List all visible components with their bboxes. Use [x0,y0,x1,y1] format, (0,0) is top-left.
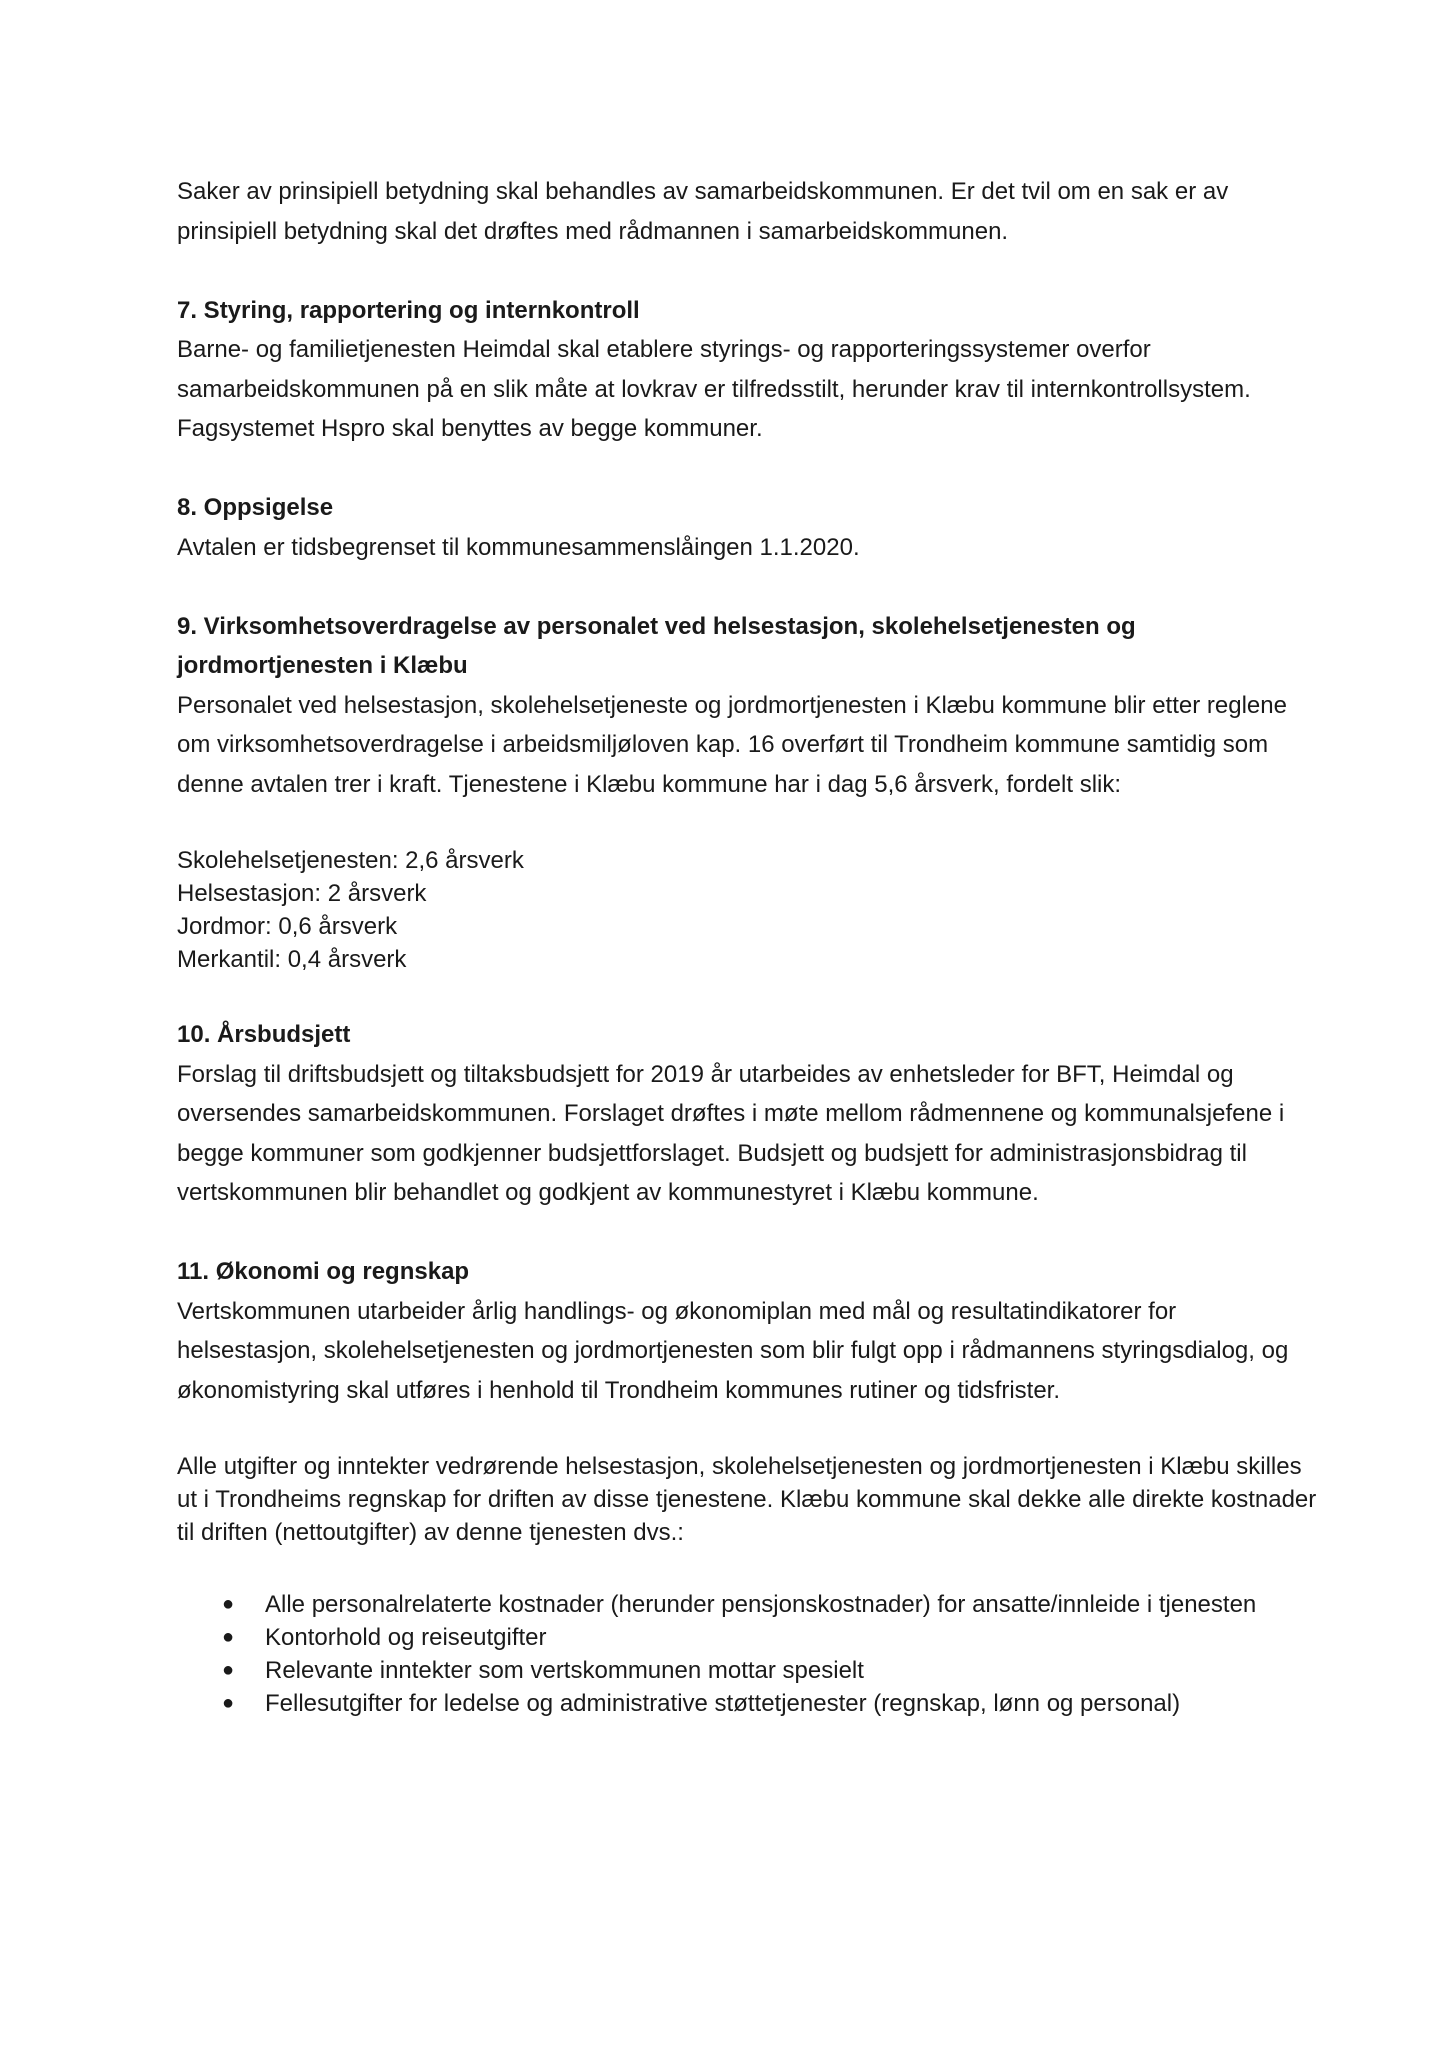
bullet-text: Alle personalrelaterte kostnader (herunder pensjonskostnader) for ansatte/innleide i tjenesten [265,1591,1257,1618]
list-item: Merkantil: 0,4 årsverk [177,945,407,973]
bullet-item [177,1687,1317,1720]
bullet-text: Fellesutgifter for ledelse og administrative støttetjenester (regnskap, lønn og personal) [265,1690,1181,1717]
section-8-text: Avtalen er tidsbegrenset til kommunesammenslåingen 1.1.2020. [177,533,860,561]
bullet-icon: ● [222,1626,235,1648]
section-9-text: Personalet ved helsestasjon, skolehelsetjeneste og jordmortjenesten i Klæbu kommune blir etter reglene om virksomhetsoverdragelse i arbeidsmiljøloven kap. 16 overført til Trondheim kommune samtidig som denne avtalen trer i kraft. Tjenestene i Klæbu kommune har i dag 5,6 årsverk, fordelt slik: [177,691,1287,798]
bullet-text: Kontorhold og reiseutgifter [265,1624,547,1651]
spacer [177,251,1317,291]
list-item: Skolehelsetjenesten: 2,6 årsverk [177,846,524,874]
document-page [177,172,1317,1720]
bullet-item [177,1588,1317,1621]
spacer [177,1213,1317,1253]
bullet-icon: ● [222,1692,235,1714]
bullet-icon: ● [222,1593,235,1615]
spacer [177,804,1317,844]
list-item: Helsestasjon: 2 årsverk [177,879,427,907]
spacer [177,1549,1317,1589]
section-11-heading: 11. Økonomi og regnskap [177,1258,470,1285]
spacer [177,976,1317,1016]
intro-paragraph: Saker av prinsipiell betydning skal behandles av samarbeidskommunen. Er det tvil om en sak er av prinsipiell betydning skal det drøftes med rådmannen i samarbeidskommunen. [177,178,1229,245]
spacer [177,1410,1317,1450]
spacer [177,567,1317,607]
section-9-list [177,844,1317,976]
section-11-text: Vertskommunen utarbeider årlig handlings- og økonomiplan med mål og resultatindikatorer for helsestasjon, skolehelsetjenesten og jordmortjenesten som blir fulgt opp i rådmannens styringsdialog, og økonomistyring skal utføres i henhold til Trondheim kommunes rutiner og tidsfrister. [177,1297,1289,1404]
list-item: Jordmor: 0,6 årsverk [177,912,398,940]
bullet-item [177,1654,1317,1687]
bullet-item [177,1621,1317,1654]
section-11-text-2: Alle utgifter og inntekter vedrørende helsestasjon, skolehelsetjenesten og jordmortjenesten i Klæbu skilles ut i Trondheims regnskap for driften av disse tjenestene. Klæbu kommune skal dekke alle direkte kostnader til driften (nettoutgifter) av denne tjenesten dvs.: [177,1452,1317,1546]
section-10-heading: 10. Årsbudsjett [177,1021,351,1048]
spacer [177,449,1317,489]
section-9-heading: 9. Virksomhetsoverdragelse av personalet ved helsestasjon, skolehelsetjenesten og jordmortjenesten i Klæbu [177,612,1136,679]
section-8-heading: 8. Oppsigelse [177,494,334,521]
bullet-icon: ● [222,1659,235,1681]
section-7-heading: 7. Styring, rapportering og internkontroll [177,296,640,324]
bullet-text: Relevante inntekter som vertskommunen mottar spesielt [265,1657,864,1684]
cost-bullet-list [177,1588,1317,1720]
section-7-text: Barne- og familietjenesten Heimdal skal etablere styrings- og rapporteringssystemer overfor samarbeidskommunen på en slik måte at lovkrav er tilfredsstilt, herunder krav til internkontrollsystem. Fagsystemet Hspro skal benyttes av begge kommuner. [177,336,1251,442]
section-10-text: Forslag til driftsbudsjett og tiltaksbudsjett for 2019 år utarbeides av enhetsleder for BFT, Heimdal og oversendes samarbeidskommunen. Forslaget drøftes i møte mellom rådmennene og kommunalsjefene i begge kommuner som godkjenner budsjettforslaget. Budsjett og budsjett for administrasjonsbidrag til vertskommunen blir behandlet og godkjent av kommunestyret i Klæbu kommune. [177,1060,1285,1206]
